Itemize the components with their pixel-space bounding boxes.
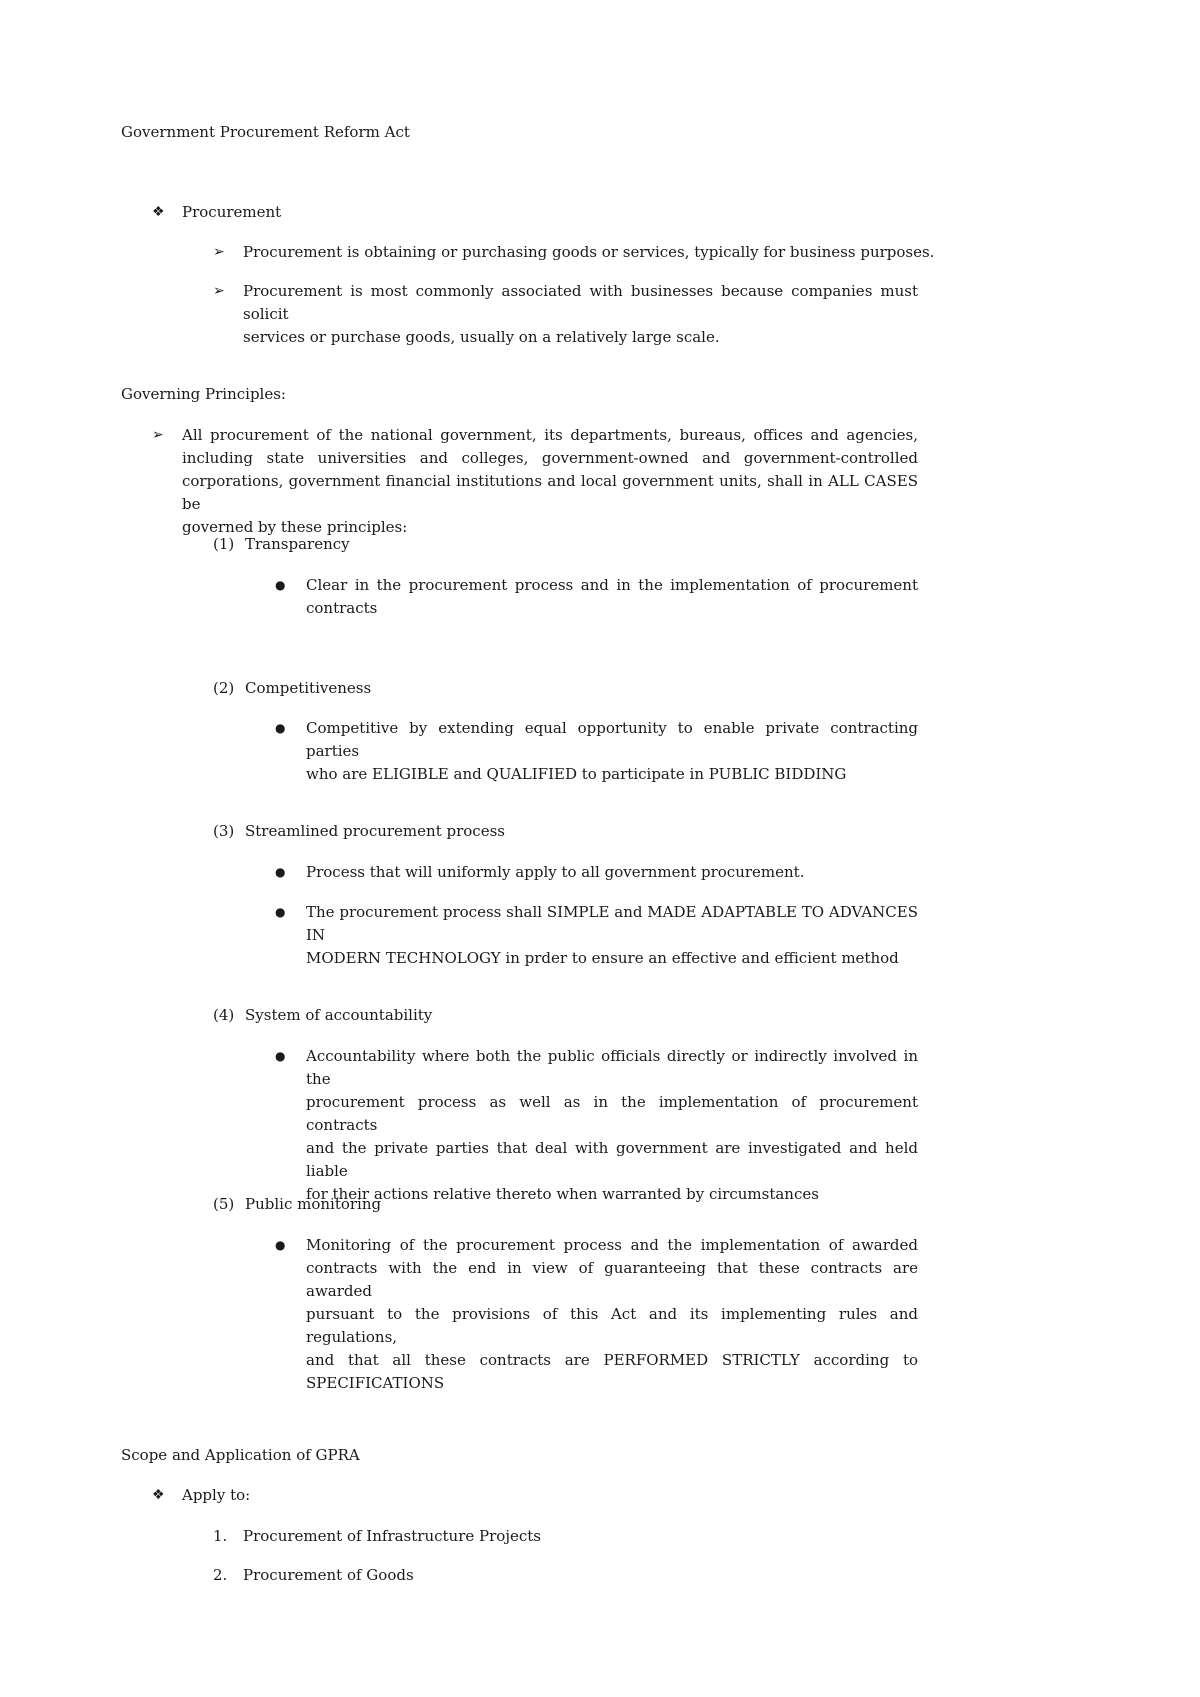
scope-heading: Scope and Application of GPRA xyxy=(121,1446,360,1464)
procurement-point-2 xyxy=(243,280,918,349)
scope-item-number: 1. xyxy=(213,1527,228,1545)
text-line: and that all these contracts are PERFORMED STRICTLY according to xyxy=(306,1351,918,1369)
text-line: The procurement process shall SIMPLE and MADE ADAPTABLE TO ADVANCES IN xyxy=(306,903,918,944)
arrow-bullet-icon: ➢ xyxy=(213,244,225,260)
text-line: Monitoring of the procurement process and the implementation of awarded xyxy=(306,1236,918,1254)
bullet-dot-icon: ● xyxy=(275,1238,286,1252)
principle-number: (2) xyxy=(213,679,235,697)
principle-title: System of accountability xyxy=(245,1006,433,1024)
principle-title: Streamlined procurement process xyxy=(245,822,505,840)
text-line: SPECIFICATIONS xyxy=(306,1374,445,1392)
principle-title: Public monitoring xyxy=(245,1195,382,1213)
principle-title: Competitiveness xyxy=(245,679,372,697)
principle-bullet xyxy=(306,717,918,786)
principle-title: Transparency xyxy=(245,535,350,553)
text-line: All procurement of the national government, its departments, bureaus, offices and agencies, xyxy=(182,426,918,444)
document-title: Government Procurement Reform Act xyxy=(121,123,410,141)
text-line: MODERN TECHNOLOGY in prder to ensure an effective and efficient method xyxy=(306,949,899,967)
bullet-dot-icon: ● xyxy=(275,721,286,735)
bullet-dot-icon: ● xyxy=(275,905,286,919)
scope-item: Procurement of Infrastructure Projects xyxy=(243,1527,541,1545)
bullet-dot-icon: ● xyxy=(275,578,286,592)
diamond-bullet-icon: ❖ xyxy=(152,204,165,220)
principle-number: (4) xyxy=(213,1006,235,1024)
text-line: Procurement is most commonly associated with businesses because companies must solicit xyxy=(243,282,918,323)
principle-number: (5) xyxy=(213,1195,235,1213)
procurement-point-1: Procurement is obtaining or purchasing goods or services, typically for business purposes. xyxy=(243,243,935,261)
text-line: who are ELIGIBLE and QUALIFIED to participate in PUBLIC BIDDING xyxy=(306,765,847,783)
scope-item-number: 2. xyxy=(213,1566,228,1584)
text-line: Clear in the procurement process and in the implementation of procurement xyxy=(306,576,918,594)
text-line: Accountability where both the public officials directly or indirectly involved in the xyxy=(306,1047,918,1088)
principle-bullet: Process that will uniformly apply to all government procurement. xyxy=(306,863,805,881)
principle-bullet xyxy=(306,901,918,970)
text-line: for their actions relative thereto when warranted by circumstances xyxy=(306,1185,819,1203)
arrow-bullet-icon: ➢ xyxy=(152,427,164,443)
text-line: governed by these principles: xyxy=(182,518,408,536)
bullet-dot-icon: ● xyxy=(275,1049,286,1063)
principle-bullet xyxy=(306,1045,918,1206)
principle-number: (1) xyxy=(213,535,235,553)
scope-item: Procurement of Goods xyxy=(243,1566,414,1584)
text-line: contracts xyxy=(306,599,378,617)
text-line: corporations, government financial institutions and local government units, shall in ALL CASES be xyxy=(182,472,918,513)
arrow-bullet-icon: ➢ xyxy=(213,283,225,299)
text-line: and the private parties that deal with government are investigated and held liable xyxy=(306,1139,918,1180)
bullet-dot-icon: ● xyxy=(275,865,286,879)
text-line: services or purchase goods, usually on a relatively large scale. xyxy=(243,328,720,346)
text-line: contracts with the end in view of guaranteeing that these contracts are awarded xyxy=(306,1259,918,1300)
scope-apply-label: Apply to: xyxy=(182,1486,251,1504)
governing-heading: Governing Principles: xyxy=(121,385,286,403)
diamond-bullet-icon: ❖ xyxy=(152,1487,165,1503)
text-line: pursuant to the provisions of this Act and its implementing rules and regulations, xyxy=(306,1305,918,1346)
principle-bullet xyxy=(306,1234,918,1395)
governing-intro xyxy=(182,424,918,539)
text-line: procurement process as well as in the implementation of procurement contracts xyxy=(306,1093,918,1134)
text-line: including state universities and colleges, government-owned and government-controlled xyxy=(182,449,918,467)
procurement-heading: Procurement xyxy=(182,203,282,221)
principle-bullet xyxy=(306,574,918,620)
text-line: Competitive by extending equal opportunity to enable private contracting parties xyxy=(306,719,918,760)
principle-number: (3) xyxy=(213,822,235,840)
